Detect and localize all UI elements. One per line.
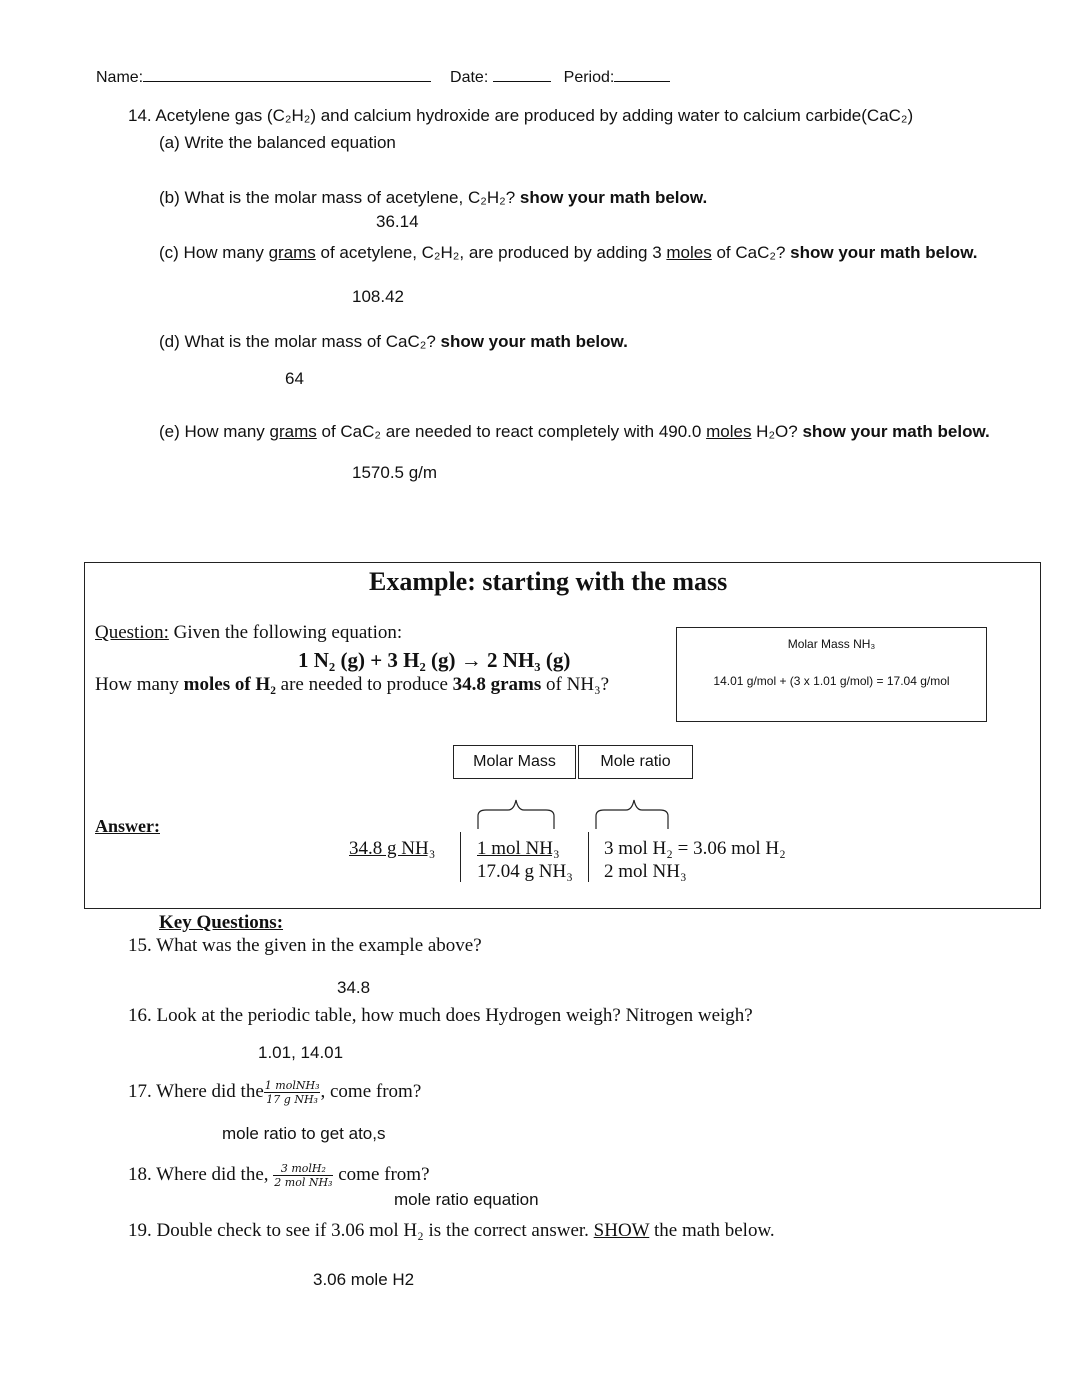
name-label: Name:: [96, 69, 144, 86]
question-label: Question:: [95, 622, 169, 643]
factor-1-bottom: 17.04 g NH₃: [477, 861, 573, 882]
q15-text: 15. What was the given in the example above?: [128, 935, 482, 956]
q17-text: [128, 1073, 421, 1111]
given-text: 34.8 g NH₃: [349, 838, 436, 859]
q17-denominator: 17 g NH₃: [266, 1093, 318, 1107]
q14c-prompt-start: (c) How many: [159, 243, 269, 262]
q14d-instruction: show your math below.: [440, 332, 628, 351]
q14e-prompt-end: H₂O?: [751, 422, 803, 441]
q19-prompt-start: 19. Double check to see if 3.06 mol H₂ is the correct answer.: [128, 1220, 594, 1241]
divider-1: [460, 832, 461, 882]
example-equation: 1 N₂ (g) + 3 H₂ (g) → 2 NH₃ (g): [298, 648, 571, 672]
q14d-prompt: (d) What is the molar mass of CaC₂?: [159, 332, 441, 351]
period-label: Period:: [563, 69, 615, 86]
q16-answer: 1.01, 14.01: [258, 1043, 344, 1062]
q18-fraction: [273, 1162, 333, 1189]
q17-fraction: [264, 1079, 321, 1106]
molar-mass-label: Molar Mass: [473, 753, 556, 770]
how-many-start: How many: [95, 674, 184, 695]
answer-label: [95, 816, 160, 837]
date-label: Date:: [450, 69, 489, 86]
q18-answer: mole ratio equation: [394, 1190, 539, 1209]
q14e-prompt-start: (e) How many: [159, 422, 270, 441]
q16-text: 16. Look at the periodic table, how much does Hydrogen weigh? Nitrogen weigh?: [128, 1005, 753, 1026]
q14c-answer: 108.42: [352, 287, 404, 306]
q14c-grams: grams: [268, 243, 316, 262]
how-many-grams: 34.8 grams: [452, 674, 542, 695]
example-question: [95, 622, 402, 644]
given-quantity: [349, 838, 435, 860]
braces: [470, 780, 680, 832]
q14e-text: [159, 422, 990, 442]
q18-prompt-end: come from?: [333, 1164, 430, 1185]
q14e-instruction: show your math below.: [802, 422, 990, 441]
key-heading-text: Key Questions:: [159, 912, 284, 933]
q17-prompt-end: , come from?: [320, 1081, 422, 1102]
mole-ratio-label-box: [578, 745, 693, 779]
mole-ratio-brace: [596, 800, 668, 829]
q14b-text: [159, 188, 707, 208]
factor-2-bottom: 2 mol NH₃: [604, 861, 687, 882]
q15-answer: 34.8: [337, 978, 371, 997]
factor-1-top: [477, 838, 560, 860]
divider-2: [588, 832, 589, 882]
how-many-end: of NH₃?: [541, 674, 610, 695]
q18-prompt-start: 18. Where did the,: [128, 1164, 274, 1185]
q14b-answer: 36.14: [376, 212, 419, 231]
how-many-moles: moles of H₂: [183, 674, 276, 695]
q14e-grams: grams: [269, 422, 317, 441]
question-text: Given the following equation:: [168, 622, 403, 643]
name-row: [96, 67, 670, 87]
q18-denominator: 2 mol NH₃: [274, 1176, 333, 1190]
q17-prompt-start: 17. Where did the: [128, 1081, 264, 1102]
q14b-instruction: show your math below.: [519, 188, 708, 207]
q14c-prompt-mid: of acetylene, C₂H₂, are produced by adding 3: [315, 243, 667, 262]
how-many-mid: are needed to produce: [275, 674, 453, 695]
q19-text: [128, 1220, 775, 1242]
q14d-text: [159, 332, 628, 352]
key-questions-heading: [159, 912, 283, 934]
molar-mass-brace: [478, 800, 554, 829]
factor-2-top: 3 mol H₂ = 3.06 mol H₂: [604, 838, 786, 859]
q14a-text: (a) Write the balanced equation: [159, 133, 396, 152]
q14e-prompt-mid: of CaC₂ are needed to react completely with 490.0: [316, 422, 707, 441]
q19-answer: 3.06 mole H2: [313, 1270, 415, 1289]
q14e-answer: 1570.5 g/m: [352, 463, 438, 482]
q19-prompt-end: the math below.: [649, 1220, 775, 1241]
q18-text: [128, 1156, 430, 1194]
period-blank[interactable]: [614, 67, 670, 82]
q17-answer: mole ratio to get ato,s: [222, 1124, 386, 1143]
q17-numerator: 1 molNH₃: [264, 1079, 320, 1093]
mole-ratio-label: Mole ratio: [600, 753, 671, 770]
q14c-instruction: show your math below.: [790, 243, 978, 262]
example-title: Example: starting with the mass: [369, 567, 728, 596]
name-blank[interactable]: [143, 67, 431, 82]
q14-intro: 14. Acetylene gas (C₂H₂) and calcium hydroxide are produced by adding water to calcium carbide(CaC₂): [128, 106, 914, 125]
example-box: [84, 562, 1041, 909]
q14c-moles: moles: [666, 243, 712, 262]
molar-box-title: Molar Mass NH₃: [787, 637, 876, 651]
date-blank[interactable]: [493, 67, 551, 82]
example-how-many: [95, 674, 609, 696]
q14c-text: [159, 243, 978, 263]
q14e-moles: moles: [706, 422, 752, 441]
q14c-prompt-end: of CaC₂?: [711, 243, 791, 262]
answer-label-text: Answer:: [95, 816, 160, 836]
molar-mass-label-box: [453, 745, 576, 779]
q19-show: SHOW: [593, 1220, 650, 1241]
q18-numerator: 3 molH₂: [273, 1162, 333, 1176]
factor-1-top-text: 1 mol NH₃: [477, 838, 560, 859]
q14b-prompt: (b) What is the molar mass of acetylene, C₂H₂?: [159, 188, 520, 207]
molar-box-calc: 14.01 g/mol + (3 x 1.01 g/mol) = 17.04 g/mol: [713, 674, 950, 688]
q14d-answer: 64: [285, 369, 304, 388]
